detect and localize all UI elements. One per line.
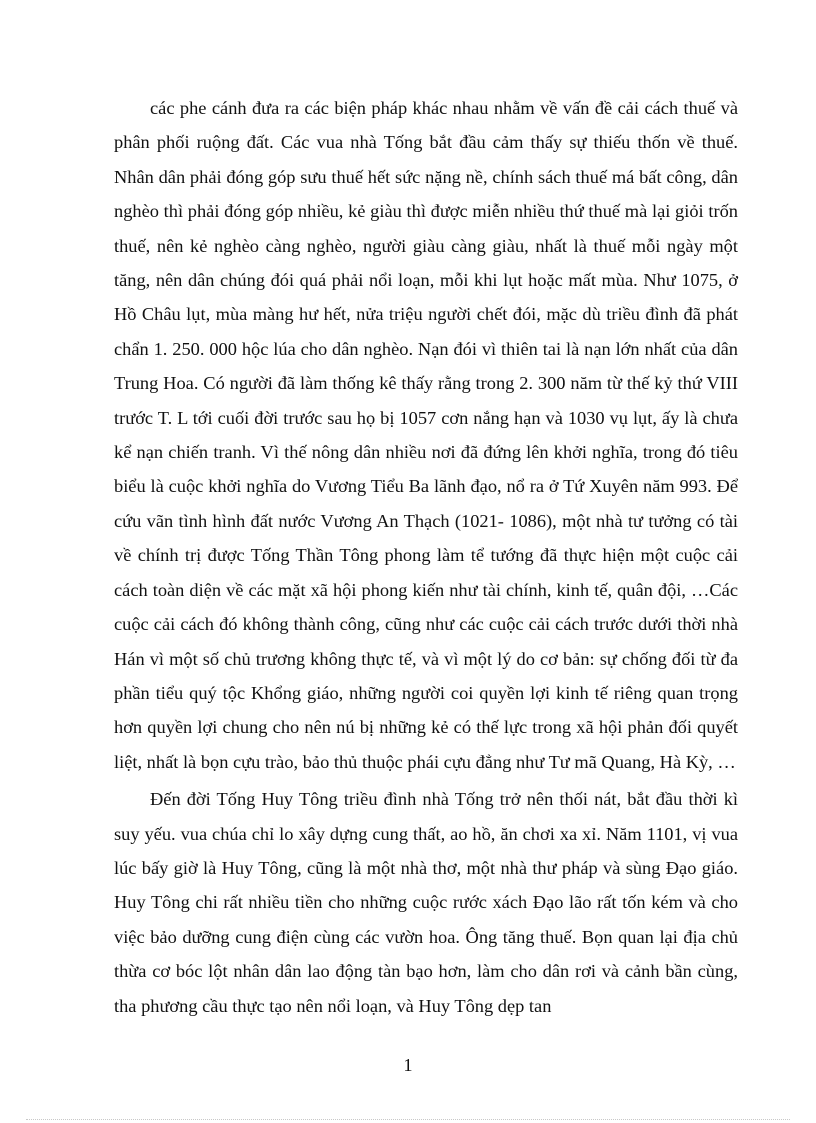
page-number: 1 [403,1055,413,1075]
page-bottom-border [26,1119,790,1120]
body-text [114,91,738,1023]
paragraph-1: các phe cánh đưa ra các biện pháp khác nhau nhằm về vấn đề cải cách thuế và phân phối ruộng đất. Các vua nhà Tống bắt đầu cảm thấy sự thiếu thốn về thuế. Nhân dân phải đóng góp sưu thuế hết sức nặng nề, chính sách thuế má bất công, dân nghèo thì phải đóng góp nhiều, kẻ giàu thì được miễn nhiều thứ thuế mà lại giỏi trốn thuế, nên kẻ nghèo càng nghèo, người giàu càng giàu, nhất là thuế mỗi ngày một tăng, nên dân chúng đói quá phải nổi loạn, mỗi khi lụt hoặc mất mùa. Như 1075, ở Hồ Châu lụt, mùa màng hư hết, nửa triệu người chết đói, mặc dù triều đình đã phát chẩn 1. 250. 000 hộc lúa cho dân nghèo. Nạn đói vì thiên tai là nạn lớn nhất của dân Trung Hoa. Có người đã làm thống kê thấy rằng trong 2. 300 năm từ thế kỷ thứ VIII trước T. L tới cuối đời trước sau họ bị 1057 cơn nắng hạn và 1030 vụ lụt, ấy là chưa kể nạn chiến tranh. Vì thế nông dân nhiều nơi đã đứng lên khởi nghĩa, trong đó tiêu biểu là cuộc khởi nghĩa do Vương Tiểu Ba lãnh đạo, nổ ra ở Tứ Xuyên năm 993. Để cứu vãn tình hình đất nước Vương An Thạch (1021- 1086), một nhà tư tưởng có tài về chính trị được Tống Thần Tông phong làm tể tướng đã thực hiện một cuộc cải cách toàn diện về các mặt xã hội phong kiến như tài chính, kinh tế, quân đội, …Các cuộc cải cách đó không thành công, cũng như các cuộc cải cách trước dưới thời nhà Hán vì một số chủ trương không thực tế, và vì một lý do cơ bản: sự chống đối từ đa phần tiểu quý tộc Khổng giáo, những người coi quyền lợi kinh tế riêng quan trọng hơn quyền lợi chung cho nên nú bị những kẻ có thế lực trong xã hội phản đối quyết liệt, nhất là bọn cựu trào, bảo thủ thuộc phái cựu đẳng như Tư mã Quang, Hà Kỳ, … [114,98,738,772]
paragraph-2: Đến đời Tống Huy Tông triều đình nhà Tống trở nên thối nát, bắt đầu thời kì suy yếu. vua chúa chỉ lo xây dựng cung thất, ao hồ, ăn chơi xa xỉ. Năm 1101, vị vua lúc bấy giờ là Huy Tông, cũng là một nhà thơ, một nhà thư pháp và sùng Đạo giáo. Huy Tông chi rất nhiều tiền cho những cuộc rước xách Đạo lão rất tốn kém và cho việc bảo dưỡng cung điện cùng các vườn hoa. Ông tăng thuế. Bọn quan lại địa chủ thừa cơ bóc lột nhân dân lao động tàn bạo hơn, làm cho dân rơi và cảnh bần cùng, tha phương cầu thực tạo nên nổi loạn, và Huy Tông dẹp tan [114,789,738,1016]
